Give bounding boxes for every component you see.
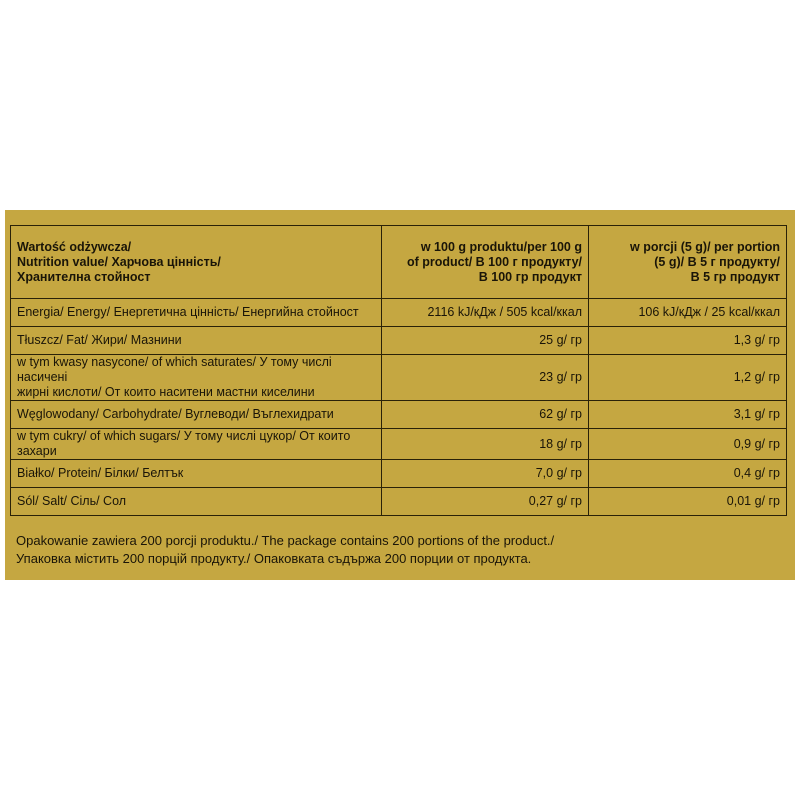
- row-per-100g: 62 g/ гр: [382, 401, 589, 429]
- row-per-portion: 3,1 g/ гр: [589, 401, 787, 429]
- table-row-sugars: [11, 429, 787, 460]
- row-label: w tym cukry/ of which sugars/ У тому числі цукор/ От които захари: [11, 429, 382, 460]
- row-per-100g: 18 g/ гр: [382, 429, 589, 460]
- table-row-carbohydrate: [11, 401, 787, 429]
- row-per-100g: 7,0 g/ гр: [382, 460, 589, 488]
- row-per-100g: 25 g/ гр: [382, 327, 589, 355]
- row-label: Tłuszcz/ Fat/ Жири/ Мазнини: [11, 327, 382, 355]
- row-per-portion: 0,01 g/ гр: [589, 488, 787, 516]
- header-per-100g: w 100 g produktu/per 100 g of product/ В 100 г продукту/ В 100 гр продукт: [382, 226, 589, 299]
- table-row-protein: [11, 460, 787, 488]
- row-per-portion: 1,3 g/ гр: [589, 327, 787, 355]
- row-label: Energia/ Energy/ Енергетична цінність/ Енергийна стойност: [11, 299, 382, 327]
- row-per-portion: 1,2 g/ гр: [589, 355, 787, 401]
- table-row-salt: [11, 488, 787, 516]
- row-label: w tym kwasy nasycone/ of which saturates/ У тому числі насичені жирні кислоти/ От които наситени мастни киселини: [11, 355, 382, 401]
- table-row-saturates: [11, 355, 787, 401]
- footer-line: Упаковка містить 200 порцій продукту./ Опаковката съдържа 200 порции от продукта.: [16, 551, 532, 566]
- package-portions-note: [16, 532, 786, 568]
- row-per-portion: 0,4 g/ гр: [589, 460, 787, 488]
- row-label: Sól/ Salt/ Сіль/ Сол: [11, 488, 382, 516]
- row-per-100g: 2116 kJ/кДж / 505 kcal/ккал: [382, 299, 589, 327]
- footer-line: Opakowanie zawiera 200 porcji produktu./ The package contains 200 portions of the product./: [16, 533, 555, 548]
- row-per-100g: 0,27 g/ гр: [382, 488, 589, 516]
- table-row-fat: [11, 327, 787, 355]
- row-label: Węglowodany/ Carbohydrate/ Вуглеводи/ Въглехидрати: [11, 401, 382, 429]
- nutrition-table: [10, 225, 787, 516]
- table-row-energy: [11, 299, 787, 327]
- row-per-portion: 106 kJ/кДж / 25 kcal/ккал: [589, 299, 787, 327]
- table-header-row: [11, 226, 787, 299]
- header-per-portion: w porcji (5 g)/ per portion (5 g)/ В 5 г продукту/ В 5 гр продукт: [589, 226, 787, 299]
- row-per-portion: 0,9 g/ гр: [589, 429, 787, 460]
- row-per-100g: 23 g/ гр: [382, 355, 589, 401]
- row-label: Białko/ Protein/ Білки/ Белтък: [11, 460, 382, 488]
- header-nutrition-value: Wartość odżywcza/ Nutrition value/ Харчова цінність/ Хранителна стойност: [11, 226, 382, 299]
